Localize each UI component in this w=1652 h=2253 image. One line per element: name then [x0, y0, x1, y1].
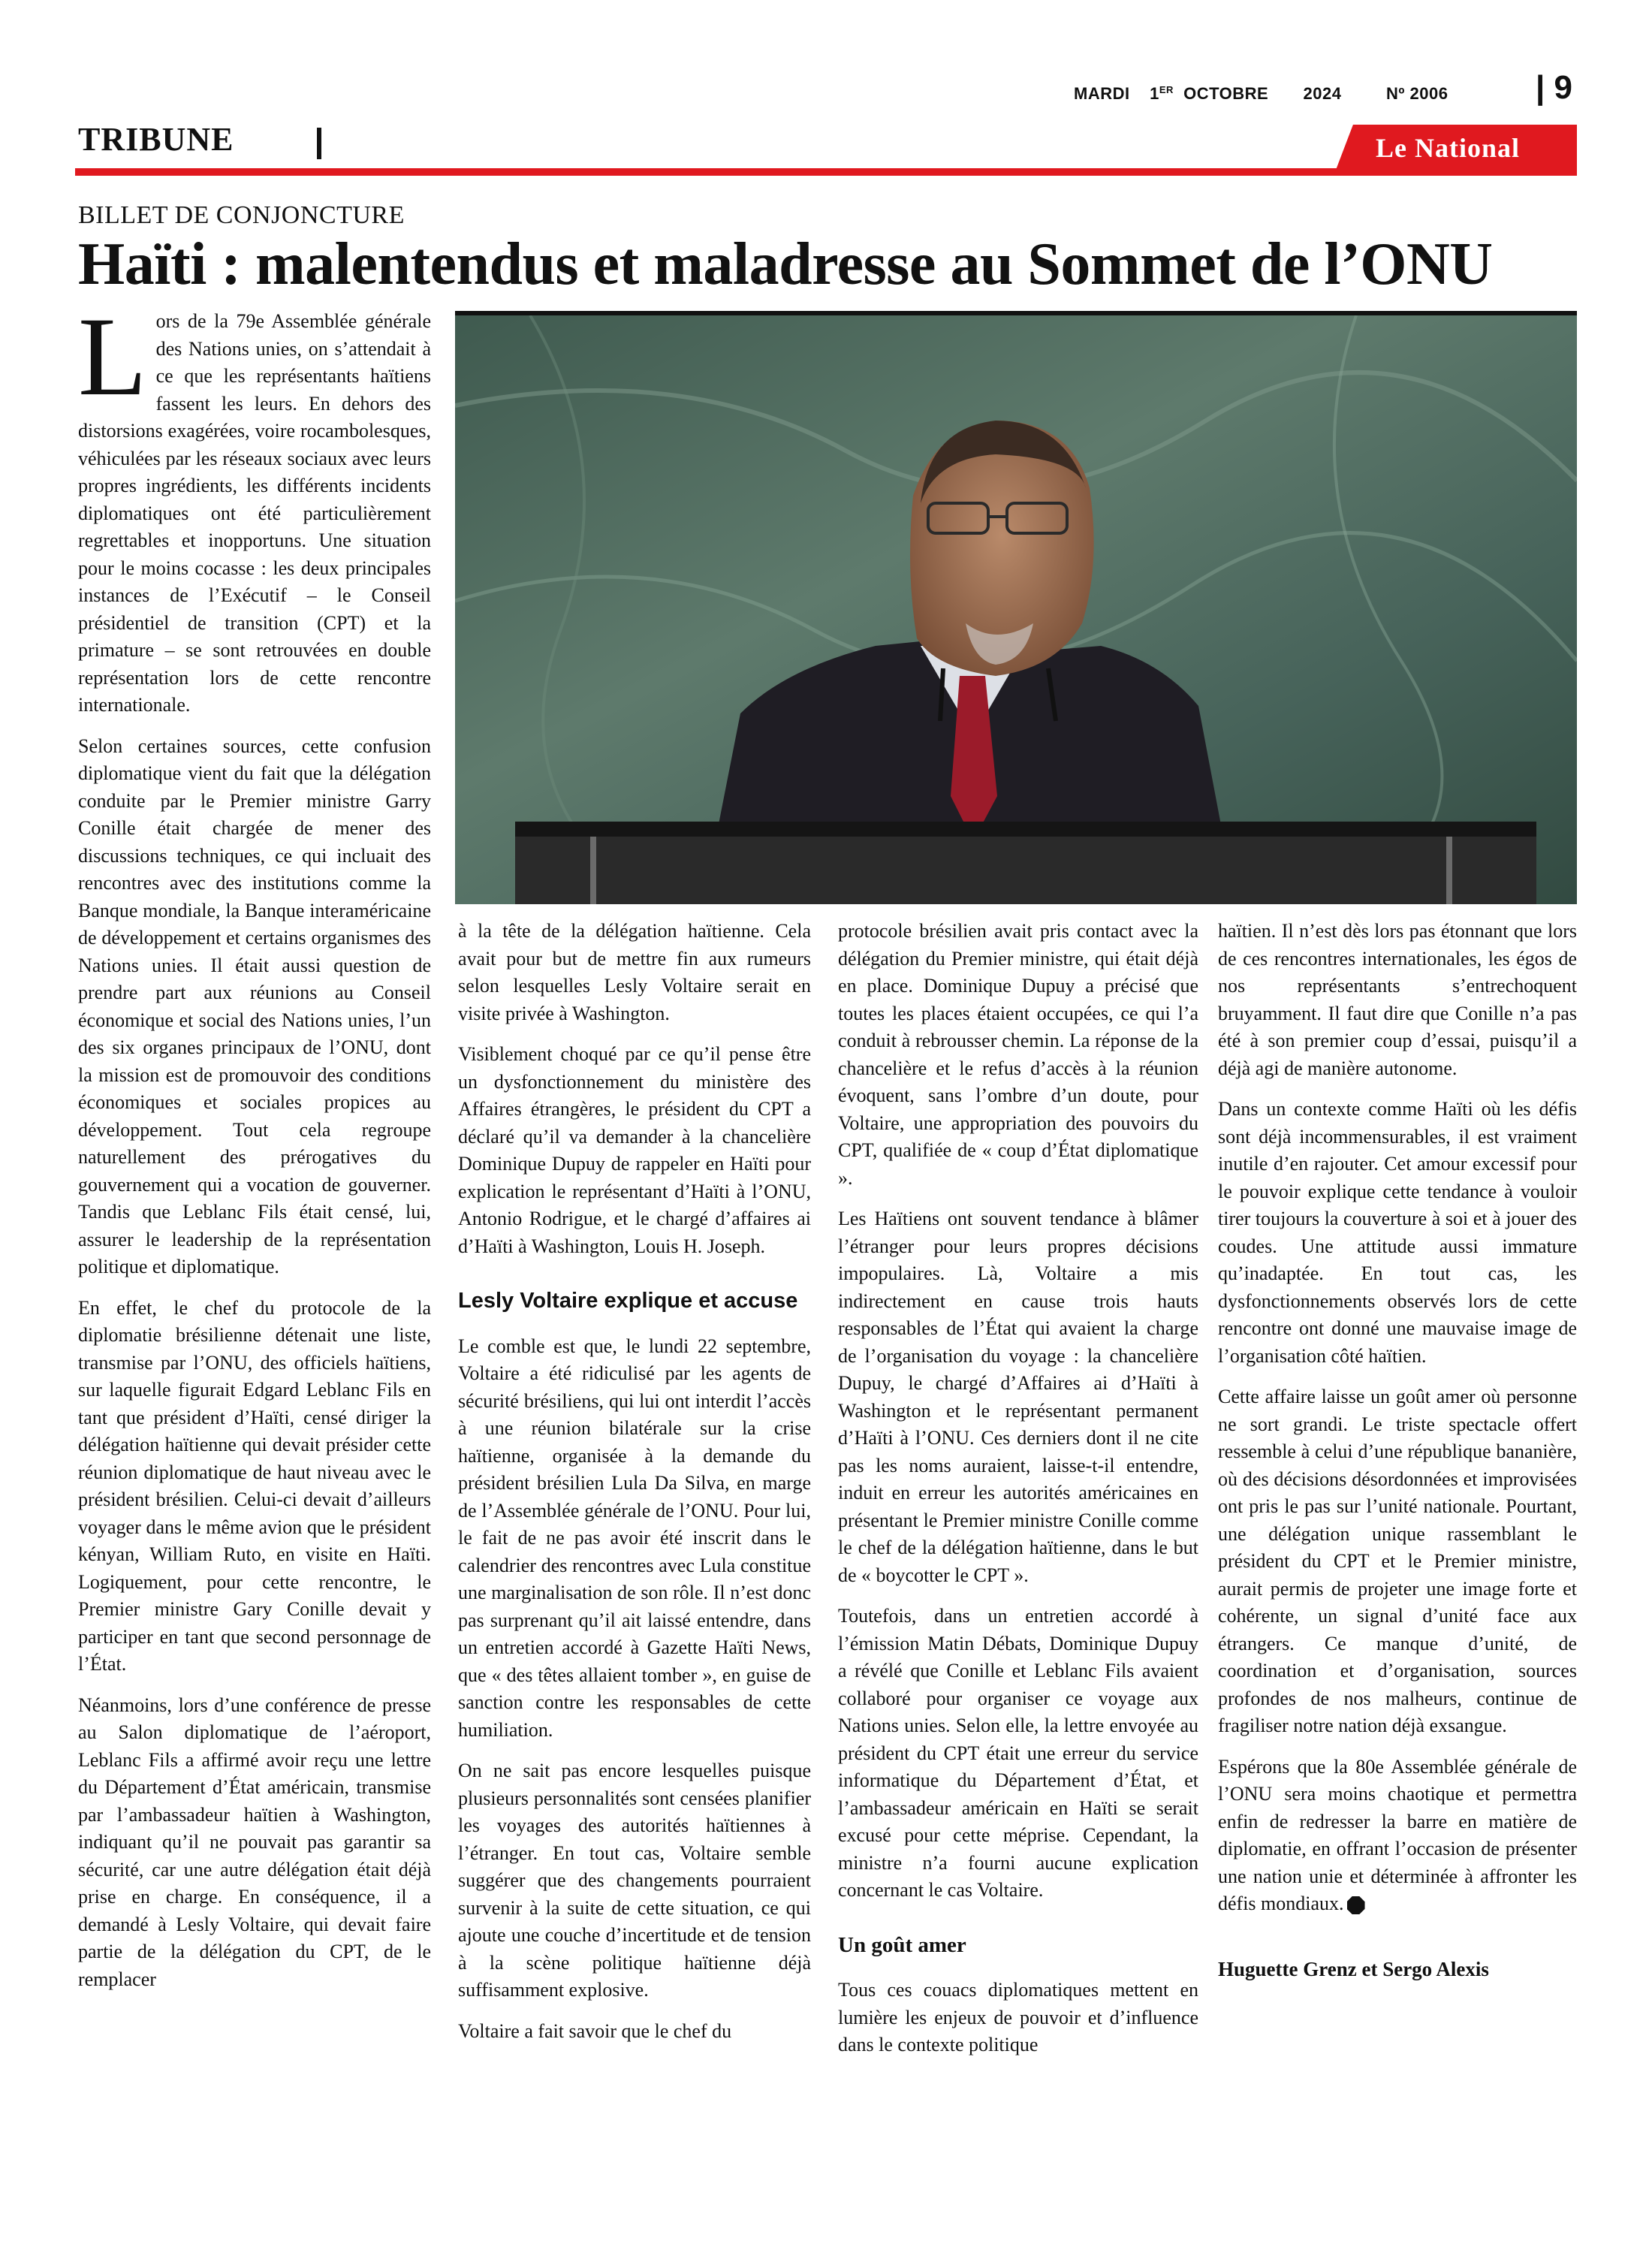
paragraph-17 — [1218, 1754, 1577, 1918]
article-column-3 — [838, 918, 1198, 2073]
paragraph-6: Visiblement choqué par ce qu’il pense être un dysfonctionnement du ministère des Affaires étrangères, le président du CPT a déclaré qu’il va demander à la chancelière Dominique Dupuy de rappeler en Haïti pour explication le représentant d’Haïti à l’ONU, Antonio Rodrigue, et le chargé d’affaires ai d’Haïti à Washington, Louis H. Joseph. — [458, 1043, 811, 1257]
paragraph-1-text: ors de la 79e Assemblée générale des Nations unies, on s’attendait à ce que les représentants haïtiens fassent les leurs. En dehors des distorsions exagérées, voire rocambolesques, véhiculées par les réseaux sociaux avec leurs propres ingrédients, les différents incidents diplomatiques ont été particulièrement regrettables et inopportuns. Une situation pour le moins cocasse : les deux principales instances de l’Exécutif – le Conseil présidentiel de transition (CPT) et la primature – se sont retrouvées en double représentation lors de cette rencontre internationale. — [78, 310, 431, 716]
date-number: 1 — [1150, 84, 1159, 104]
paragraph-8: On ne sait pas encore lesquelles puisque plusieurs personnalités sont censées planifier les voyages des autorités haïtiennes à l’étranger. En tout cas, Voltaire semble suggérer que des changements pourraient survenir à la suite de cette situation, ce qui ajoute une couche d’incertitude et de tension à la scène politique haïtienne déjà suffisamment explosive. — [458, 1760, 811, 2001]
date-year: 2024 — [1303, 84, 1342, 104]
paragraph-2: Selon certaines sources, cette confusion diplomatique vient du fait que la délégation conduite par le Premier ministre Garry Conille était chargée de mener des discussions techniques, ce qui incluait des rencontres avec des institutions comme la Banque mondiale, la Banque interaméricaine de développement et certains organismes des Nations unies. Il était aussi question de prendre part aux réunions au Conseil économique et social des Nations unies, l’un des six organes principaux de l’ONU, dont la mission est de promouvoir des conditions économiques et sociales propices au développement. Tout cela regroupe naturellement des prérogatives du gouvernement qui a vocation de gouverner. Tandis que Leblanc Fils était censé, lui, assurer le leadership de la représentation politique et diplomatique. — [78, 734, 431, 1277]
article-author: Huguette Grenz et Sergo Alexis — [1218, 1957, 1489, 1980]
paragraph-16: Cette affaire laisse un goût amer où personne ne sort grandi. Le triste spectacle offert ressemble à celui d’une république bananière, où des décisions désordonnées et improvisées ont pris le pas sur l’unité nationale. Pourtant, une délégation unique rassemblant le président du CPT et le Premier ministre, aurait permis de projeter une image forte et cohérente, un signal d’unité face aux étrangers. Ce manque d’unité, de coordination et d’organisation, sources profondes de nos malheurs, continue de fragiliser notre nation déjà exsangue. — [1218, 1386, 1577, 1736]
article-title: Haïti : malentendus et maladresse au Sommet de l’ONU — [78, 231, 1493, 297]
paragraph-17-text: Espérons que la 80e Assemblée générale de l’ONU sera moins chaotique et permettra enfin de redresser la barre en matière de diplomatie, en offrant l’occasion de présenter une nation unie et déterminée à affronter les défis mondiaux. — [1218, 1755, 1577, 1914]
paragraph-4: Néanmoins, lors d’une conférence de presse au Salon diplomatique de l’aéroport, Leblanc Fils a affirmé avoir reçu une lettre du Département d’État américain, transmise par l’ambassadeur haïtien à Washington, indiquant qu’il ne pouvait pas garantir sa sécurité, car une autre délégation était déjà prise en charge. En conséquence, il a demandé à Lesly Voltaire, qui devait faire partie de la délégation du CPT, de le remplacer — [78, 1694, 431, 1990]
paragraph-5: à la tête de la délégation haïtienne. Cela avait pour but de mettre fin aux rumeurs selon lesquelles Lesly Voltaire serait en visite privée à Washington. — [458, 920, 811, 1024]
end-mark-icon — [1347, 1896, 1365, 1914]
issue-number: Nº 2006 — [1385, 84, 1449, 104]
article-column-2 — [458, 918, 811, 2058]
paragraph-12: Toutefois, dans un entretien accordé à l’émission Matin Débats, Dominique Dupuy a révélé que Conille et Leblanc Fils avaient collaboré pour organiser ce voyage aux Nations unies. Selon elle, la lettre envoyée au président du CPT était une erreur du service informatique du Département d’État, et l’ambassadeur américain en Haïti se serait excusé pour cette méprise. Cependant, la ministre n’a fourni aucune explication concernant le cas Voltaire. — [838, 1605, 1198, 1901]
issue-date — [1074, 84, 1448, 104]
paragraph-11: Les Haïtiens ont souvent tendance à blâmer l’étranger pour leurs propres décisions impopulaires. Là, Voltaire a mis indirectement en cause trois hauts responsables de l’État qui avaient la charge de l’organisation du voyage : la chancelière Dupuy, le chargé d’Affaires ai d’Haïti à Washington et le représentant permanent d’Haïti à l’ONU. Ces derniers dont il ne cite pas les noms auraient, laisse-t-il entendre, induit en erreur les autorités américaines en présentant le Premier ministre Conille comme le chef de la délégation haïtienne, dans le but de « boycotter le CPT ». — [838, 1208, 1198, 1586]
paragraph-3: En effet, le chef du protocole de la diplomatie brésilienne détenait une liste, transmise par l’ONU, des officiels haïtiens, sur laquelle figurait Edgard Leblanc Fils en tant que président d’Haïti, censé diriger la délégation haïtienne qui devait présider cette réunion diplomatique de haut niveau avec le président brésilien. Celui-ci devait d’ailleurs voyager dans le même avion que le président kényan, William Ruto, en visite en Haïti. Logiquement, pour cette rencontre, le Premier ministre Gary Conille devait y participer en tant que second personnage de l’État. — [78, 1296, 431, 1675]
dropcap: L — [78, 294, 147, 419]
paragraph-1 — [78, 294, 431, 719]
article-column-1 — [78, 294, 431, 2007]
section-label: TRIBUNE — [78, 121, 234, 158]
page-header — [0, 0, 1652, 180]
article-column-4 — [1218, 918, 1577, 1983]
paragraph-13: Tous ces couacs diplomatiques mettent en lumière les enjeux de pouvoir et d’influence dans le contexte politique — [838, 1979, 1198, 2055]
paragraph-14: haïtien. Il n’est dès lors pas étonnant que lors de ces rencontres internationales, les égos de nos représentants s’entrechoquent bruyamment. Il faut dire que Conille n’a pas été à son premier coup d’essai, puisqu’il a déjà agi de manière autonome. — [1218, 920, 1577, 1079]
page-number: | 9 — [1536, 69, 1573, 106]
date-month: OCTOBRE — [1183, 84, 1269, 104]
date-day: MARDI — [1074, 84, 1130, 104]
paragraph-7: Le comble est que, le lundi 22 septembre, Voltaire a été ridiculisé par les agents de sécurité brésiliens, qui lui ont interdit l’accès à une réunion bilatérale sur la crise haïtienne, organisée à la demande du président brésilien Lula Da Silva, en marge de l’Assemblée générale de l’ONU. Pour lui, le fait de ne pas avoir été inscrit dans le calendrier des rencontres avec Lula constitue une marginalisation de son rôle. Il n’est donc pas surprenant qu’il ait laissé entendre, dans un entretien accordé à Gazette Haïti News, que « des têtes allaient tomber », en guise de sanction contre les responsables de cette humiliation. — [458, 1335, 811, 1741]
article-photo — [455, 311, 1577, 904]
date-superscript: ER — [1159, 84, 1174, 95]
paragraph-10: protocole brésilien avait pris contact avec la délégation du Premier ministre, qui était déjà en place. Dominique Dupuy a précisé que toutes les places étaient occupées, ce qui l’a conduit à rebrousser chemin. La réponse de la chancelière et le refus d’accès à la réunion évoquent, sans l’ombre d’un doute, pour Voltaire, une appropriation des pouvoirs du CPT, qualifiée de « coup d’État diplomatique ». — [838, 920, 1198, 1189]
section-divider — [317, 128, 321, 159]
paragraph-15: Dans un contexte comme Haïti où les défis sont déjà incommensurables, il est vraiment inutile d’en rajouter. Cet amour excessif pour le pouvoir explique cette tendance à vouloir tirer toujours la couverture à soi et à jouer des coudes. Une attitude aussi immature qu’inadaptée. En tout cas, les dysfonctionnements observés lors de cette rencontre ont donné une mauvaise image de l’organisation côté haïtien. — [1218, 1098, 1577, 1367]
subheading-1: Lesly Voltaire explique et accuse — [458, 1289, 798, 1313]
brand-name: Le National — [1376, 133, 1521, 163]
paragraph-9: Voltaire a fait savoir que le chef du — [458, 2019, 732, 2042]
article-kicker: BILLET DE CONJONCTURE — [78, 201, 405, 229]
subheading-2: Un goût amer — [838, 1932, 966, 1957]
